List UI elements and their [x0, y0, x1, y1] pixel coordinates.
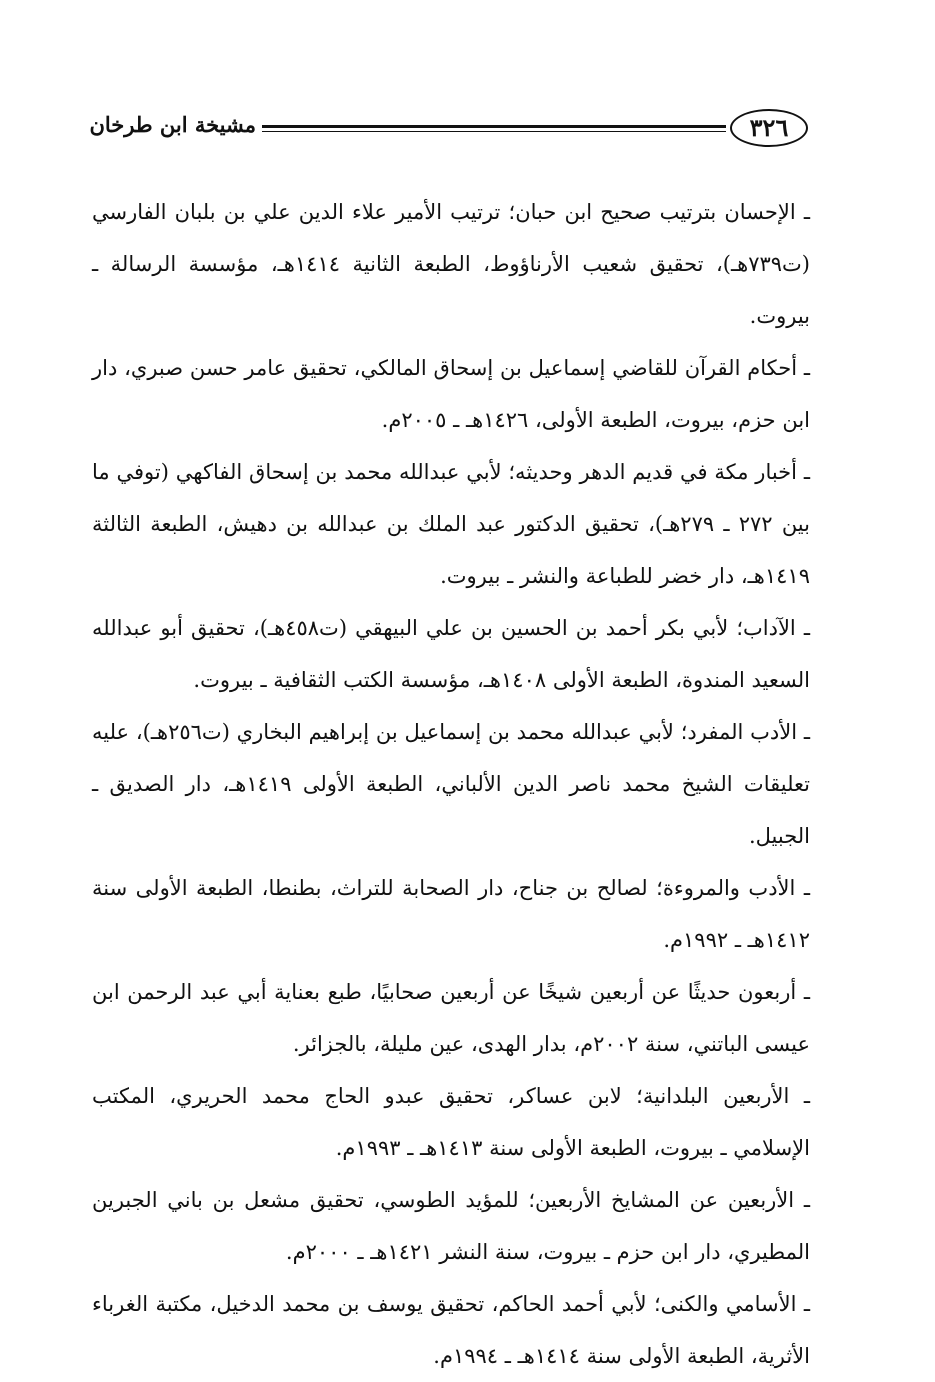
bibliography-entry: ـ أربعون حديثًا عن أربعين شيخًا عن أربعين صحابيًا، طبع بعناية أبي عبد الرحمن ابن عيسى الباتني، سنة ٢٠٠٢م، بدار الهدى، عين مليلة، بالجزائر.: [92, 980, 810, 1056]
page-number: ٣٢٦: [730, 109, 808, 147]
page-header: [89, 106, 808, 152]
bibliography-entry: ـ الأدب والمروءة؛ لصالح بن جناح، دار الصحابة للتراث، بطنطا، الطبعة الأولى سنة ١٤١٢هـ ـ ١٩٩٢م.: [92, 876, 810, 952]
book-title: مشيخة ابن طرخان: [89, 112, 256, 137]
bibliography-list: [92, 186, 810, 1382]
bibliography-entry: ـ الأربعين عن المشايخ الأربعين؛ للمؤيد الطوسي، تحقيق مشعل بن باني الجبرين المطيري، دار ابن حزم ـ بيروت، سنة النشر ١٤٢١هـ ـ ٢٠٠٠م.: [92, 1188, 810, 1264]
header-rule: [262, 125, 726, 132]
bibliography-entry: ـ الإحسان بترتيب صحيح ابن حبان؛ ترتيب الأمير علاء الدين علي بن بلبان الفارسي (ت٧٣٩هـ)، تحقيق شعيب الأرناؤوط، الطبعة الثانية ١٤١٤هـ، مؤسسة الرسالة ـ بيروت.: [92, 200, 810, 328]
bibliography-entry: ـ الأدب المفرد؛ لأبي عبدالله محمد بن إسماعيل بن إبراهيم البخاري (ت٢٥٦هـ)، عليه تعليقات الشيخ محمد ناصر الدين الألباني، الطبعة الأولى ١٤١٩هـ، دار الصديق ـ الجبيل.: [92, 720, 810, 848]
bibliography-entry: ـ الأربعين البلدانية؛ لابن عساكر، تحقيق عبدو الحاج محمد الحريري، المكتب الإسلامي ـ بيروت، الطبعة الأولى سنة ١٤١٣هـ ـ ١٩٩٣م.: [92, 1084, 810, 1160]
bibliography-entry: ـ الأسامي والكنى؛ لأبي أحمد الحاكم، تحقيق يوسف بن محمد الدخيل، مكتبة الغرباء الأثرية، الطبعة الأولى سنة ١٤١٤هـ ـ ١٩٩٤م.: [92, 1292, 810, 1368]
bibliography-entry: ـ أخبار مكة في قديم الدهر وحديثه؛ لأبي عبدالله محمد بن إسحاق الفاكهي (توفي ما بين ٢٧٢ ـ ٢٧٩هـ)، تحقيق الدكتور عبد الملك بن عبدالله بن دهيش، الطبعة الثالثة ١٤١٩هـ، دار خضر للطباعة والنشر ـ بيروت.: [92, 460, 810, 588]
bibliography-entry: ـ أحكام القرآن للقاضي إسماعيل بن إسحاق المالكي، تحقيق عامر حسن صبري، دار ابن حزم، بيروت، الطبعة الأولى، ١٤٢٦هـ ـ ٢٠٠٥م.: [92, 356, 810, 432]
bibliography-entry: ـ الآداب؛ لأبي بكر أحمد بن الحسين بن علي البيهقي (ت٤٥٨هـ)، تحقيق أبو عبدالله السعيد المندوة، الطبعة الأولى ١٤٠٨هـ، مؤسسة الكتب الثقافية ـ بيروت.: [92, 616, 810, 692]
